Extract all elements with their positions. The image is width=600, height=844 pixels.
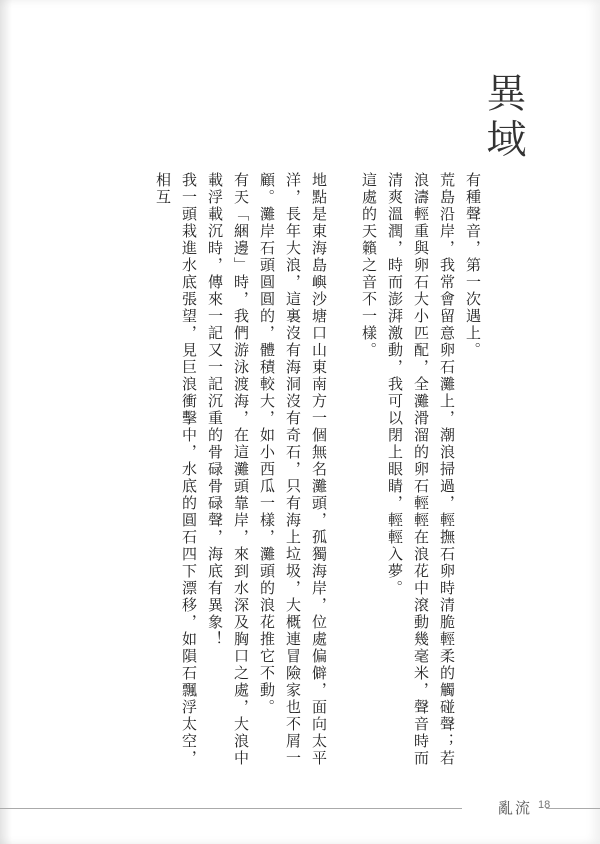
paragraph-5: 有天「綑邊」時，我們游泳渡海，在這灘頭靠岸，來到水深及胸口之處，大浪中載浮載沉時，傳來一記又一記沉重的骨碌骨碌聲，海底有異象！ bbox=[206, 172, 250, 767]
paragraph-6: 我一頭栽進水底張望，見巨浪衝擊中，水底的圓石四下漂移，如隕石飄浮太空，相互 bbox=[154, 172, 198, 767]
paragraph-1: 有種聲音，第一次遇上。 bbox=[464, 172, 482, 359]
paragraph-2: 荒島沿岸，我常會留意卵石灘上，潮浪掃過，輕撫石卵時清脆輕柔的觸碰聲；若浪濤輕重與卵石大小匹配，全灘滑溜的卵石輕輕在浪花中滾動幾毫米，聲音時而清爽溫潤，時而澎湃激動，我可以閉上眼睛，輕輕入夢。 bbox=[386, 172, 456, 767]
chapter-title: 異域 bbox=[480, 72, 526, 164]
footer-rule bbox=[0, 808, 462, 809]
paragraph-4: 地點是東海島嶼沙塘口山東南方一個無名灘頭，孤獨海岸，位處偏僻，面向太平洋，長年大浪，這裏沒有海洞沒有奇石，只有海上垃圾，大概連冒險家也不屑一顧。灘岸石頭圓圓的，體積較大，如小西瓜一樣，灘頭的浪花推它不動。 bbox=[258, 172, 328, 767]
page-number: 18 bbox=[538, 799, 551, 811]
paragraph-3: 這處的天籟之音不一樣。 bbox=[360, 172, 378, 359]
footer-rule-right bbox=[546, 808, 600, 809]
running-title: 亂流 bbox=[498, 799, 533, 817]
body-text bbox=[96, 172, 486, 782]
